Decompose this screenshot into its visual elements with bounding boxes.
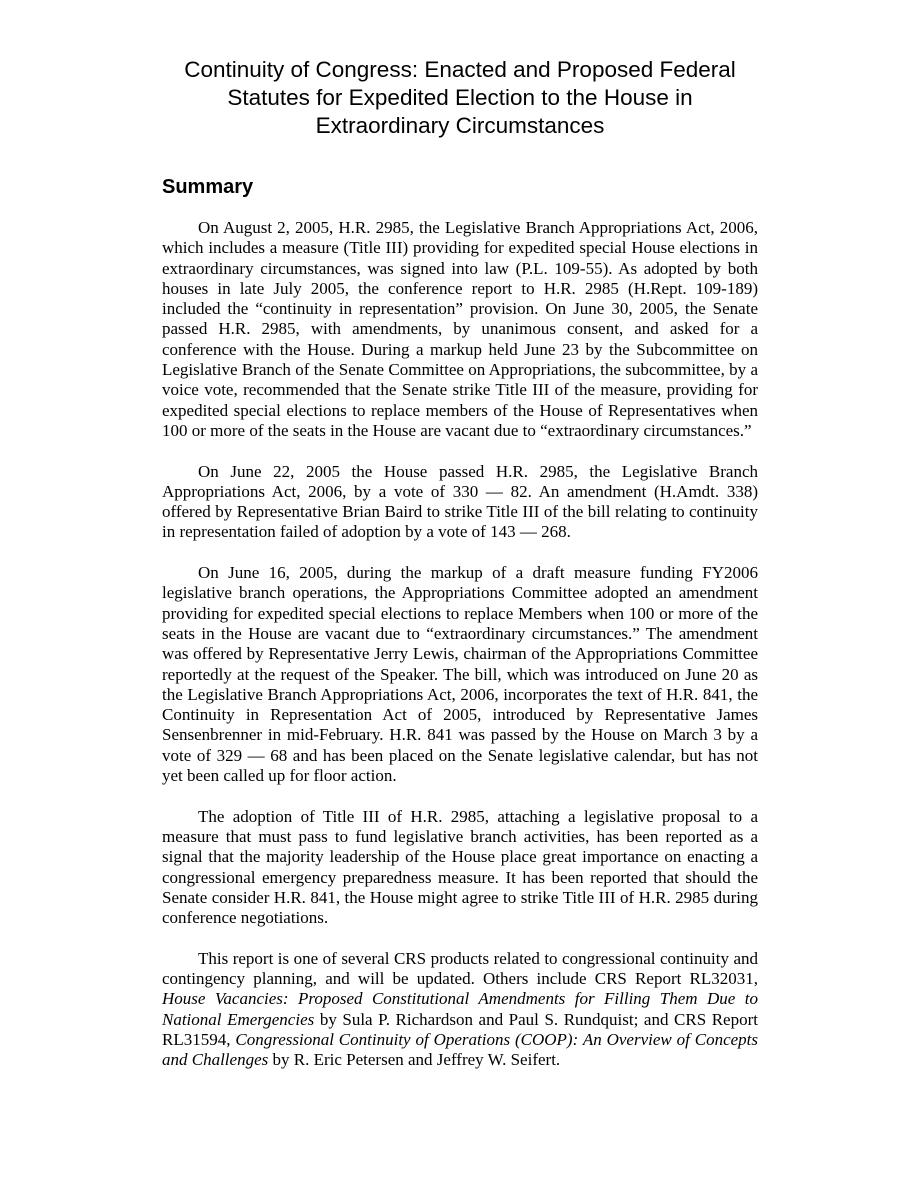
report-title-rl32031: House Vacancies: Proposed Constitutional Amendments for Filling Them Due to National Emergencies [162, 989, 758, 1029]
paragraph-5-text-1: This report is one of several CRS products related to congressional continuity and contingency planning, and will be updated. Others include CRS Report RL32031, [162, 948, 758, 988]
summary-paragraph-5 [162, 949, 758, 1071]
summary-paragraph-3: On June 16, 2005, during the markup of a draft measure funding FY2006 legislative branch operations, the Appropriations Committee adopted an amendment providing for expedited special elections to replace Members when 100 or more of the seats in the House are vacant due to “extraordinary circumstances.” The amendment was offered by Representative Jerry Lewis, chairman of the Appropriations Committee reportedly at the request of the Speaker. The bill, which was introduced on June 20 as the Legislative Branch Appropriations Act, 2006, incorporates the text of H.R. 841, the Continuity in Representation Act of 2005, introduced by Representative James Sensenbrenner in mid-February. H.R. 841 was passed by the House on March 3 by a vote of 329 — 68 and has been placed on the Senate legislative calendar, but has not yet been called up for floor action. [162, 563, 758, 786]
title-line-1: Continuity of Congress: Enacted and Proposed Federal [184, 57, 736, 82]
summary-body [162, 218, 758, 1091]
section-heading-summary: Summary [162, 176, 254, 198]
title-line-2: Statutes for Expedited Election to the House in [227, 85, 693, 110]
paragraph-5-text-3: by R. Eric Petersen and Jeffrey W. Seifert. [268, 1050, 561, 1070]
document-title [162, 56, 758, 140]
paragraph-5-text-2: by Sula P. Richardson and Paul S. Rundquist; and CRS Report RL31594, [162, 1009, 758, 1049]
document-page [162, 56, 758, 1070]
summary-paragraph-2: On June 22, 2005 the House passed H.R. 2985, the Legislative Branch Appropriations Act, 2006, by a vote of 330 — 82. An amendment (H.Amdt. 338) offered by Representative Brian Baird to strike Title III of the bill relating to continuity in representation failed of adoption by a vote of 143 — 268. [162, 461, 758, 542]
summary-paragraph-4: The adoption of Title III of H.R. 2985, attaching a legislative proposal to a measure that must pass to fund legislative branch activities, has been reported as a signal that the majority leadership of the House place great importance on enacting a congressional emergency preparedness measure. It has been reported that should the Senate consider H.R. 841, the House might agree to strike Title III of H.R. 2985 during conference negotiations. [162, 806, 758, 928]
title-line-3: Extraordinary Circumstances [315, 113, 605, 138]
report-title-rl31594: Congressional Continuity of Operations (COOP): An Overview of Concepts and Challenges [162, 1029, 758, 1070]
summary-paragraph-1: On August 2, 2005, H.R. 2985, the Legislative Branch Appropriations Act, 2006, which includes a measure (Title III) providing for expedited special House elections in extraordinary circumstances, was signed into law (P.L. 109-55). As adopted by both houses in late July 2005, the conference report to H.R. 2985 (H.Rept. 109-189) included the “continuity in representation” provision. On June 30, 2005, the Senate passed H.R. 2985, with amendments, by unanimous consent, and asked for a conference with the House. During a markup held June 23 by the Subcommittee on Legislative Branch of the Senate Committee on Appropriations, the subcommittee, by a voice vote, recommended that the Senate strike Title III of the measure, providing for expedited special elections to replace members of the House of Representatives when 100 or more of the seats in the House are vacant due to “extraordinary circumstances.” [162, 218, 758, 440]
